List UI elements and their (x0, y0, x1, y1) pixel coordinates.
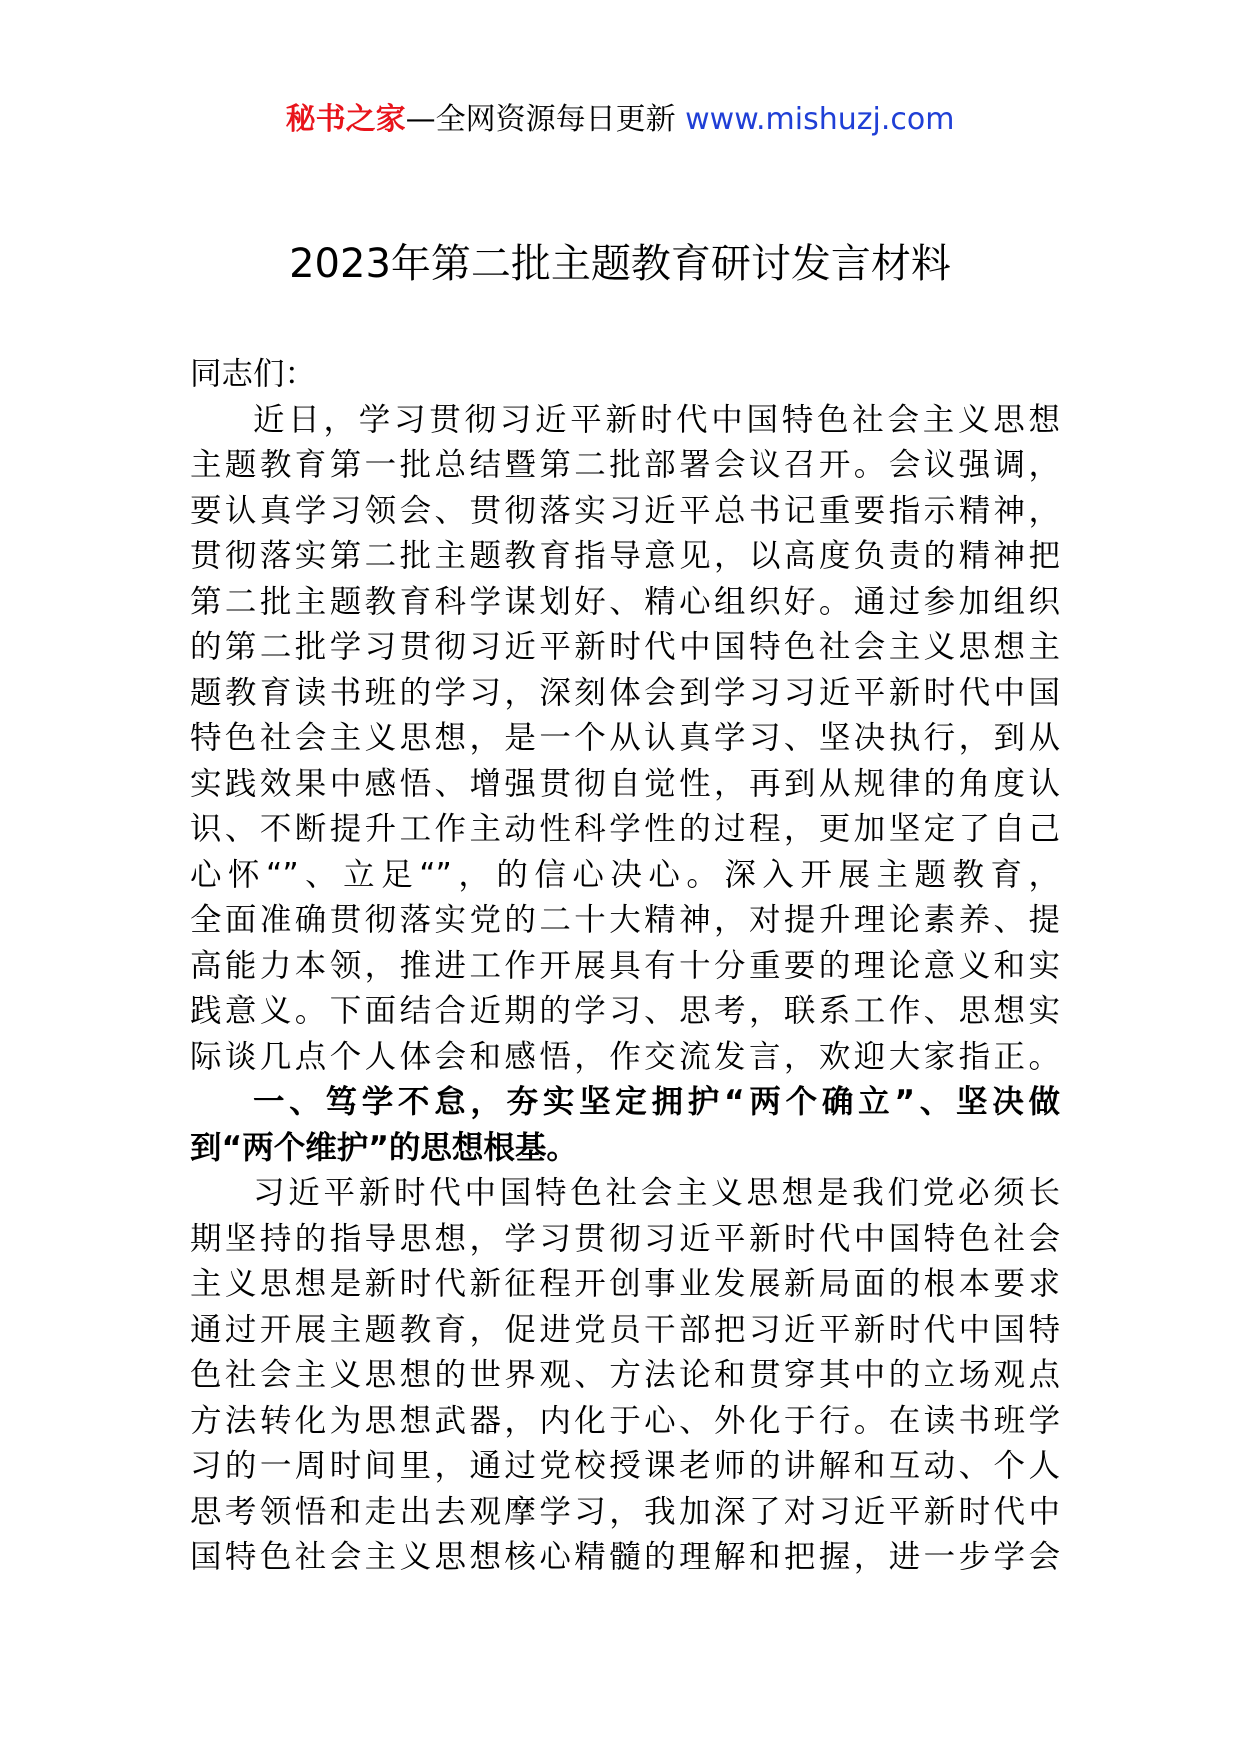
body-line: 国特色社会主义思想核心精髓的理解和把握，进一步学会 (190, 1539, 1060, 1575)
document-body (190, 352, 1060, 1581)
body-line: 题教育读书班的学习，深刻体会到学习习近平新时代中国 (190, 674, 1060, 711)
body-line: 特色社会主义思想，是一个从认真学习、坚决执行，到从 (190, 720, 1060, 756)
section-heading-continued: 到“两个维护”的思想根基。 (190, 1129, 578, 1166)
body-line: 思考领悟和走出去观摩学习，我加深了对习近平新时代中 (190, 1493, 1060, 1530)
body-line: 要认真学习领会、贯彻落实习近平总书记重要指示精神， (190, 492, 1060, 529)
body-line: 贯彻落实第二批主题教育指导意见，以高度负责的精神把 (190, 538, 1060, 574)
body-line: 心怀“”、立足“”，的信心决心。深入开展主题教育， (190, 856, 1060, 893)
body-line: 际谈几点个人体会和感悟，作交流发言，欢迎大家指正。 (190, 1038, 1060, 1075)
body-line: 习的一周时间里，通过党校授课老师的讲解和互动、个人 (190, 1448, 1060, 1484)
body-line: 第二批主题教育科学谋划好、精心组织好。通过参加组织 (190, 583, 1060, 620)
body-line: 主义思想是新时代新征程开创事业发展新局面的根本要求 (190, 1266, 1060, 1302)
body-line: 全面准确贯彻落实党的二十大精神，对提升理论素养、提 (190, 902, 1060, 938)
body-line: 高能力本领，推进工作开展具有十分重要的理论意义和实 (190, 947, 1060, 984)
body-line: 识、不断提升工作主动性科学性的过程，更加坚定了自己 (190, 811, 1060, 847)
salutation: 同志们： (190, 356, 317, 392)
body-line: 近日，学习贯彻习近平新时代中国特色社会主义思想 (253, 401, 1060, 438)
site-banner (0, 100, 1240, 140)
site-url-link[interactable]: www.mishuzj.com (685, 102, 955, 137)
body-line: 践意义。下面结合近期的学习、思考，联系工作、思想实 (190, 993, 1060, 1029)
banner-tagline: —全网资源每日更新 (405, 102, 686, 137)
body-line: 的第二批学习贯彻习近平新时代中国特色社会主义思想主 (190, 629, 1060, 665)
body-line: 通过开展主题教育，促进党员干部把习近平新时代中国特 (190, 1311, 1060, 1348)
section-heading: 一、笃学不怠，夯实坚定拥护“两个确立”、坚决做 (253, 1084, 1060, 1120)
body-line: 期坚持的指导思想，学习贯彻习近平新时代中国特色社会 (190, 1220, 1060, 1257)
brand-name: 秘书之家 (285, 102, 406, 137)
body-line: 色社会主义思想的世界观、方法论和贯穿其中的立场观点 (190, 1357, 1060, 1393)
document-title: 2023年第二批主题教育研讨发言材料 (289, 241, 951, 287)
body-line: 方法转化为思想武器，内化于心、外化于行。在读书班学 (190, 1402, 1060, 1439)
body-line: 实践效果中感悟、增强贯彻自觉性，再到从规律的角度认 (190, 765, 1060, 802)
body-line: 习近平新时代中国特色社会主义思想是我们党必须长 (253, 1175, 1060, 1211)
body-line: 主题教育第一批总结暨第二批部署会议召开。会议强调， (190, 447, 1060, 483)
